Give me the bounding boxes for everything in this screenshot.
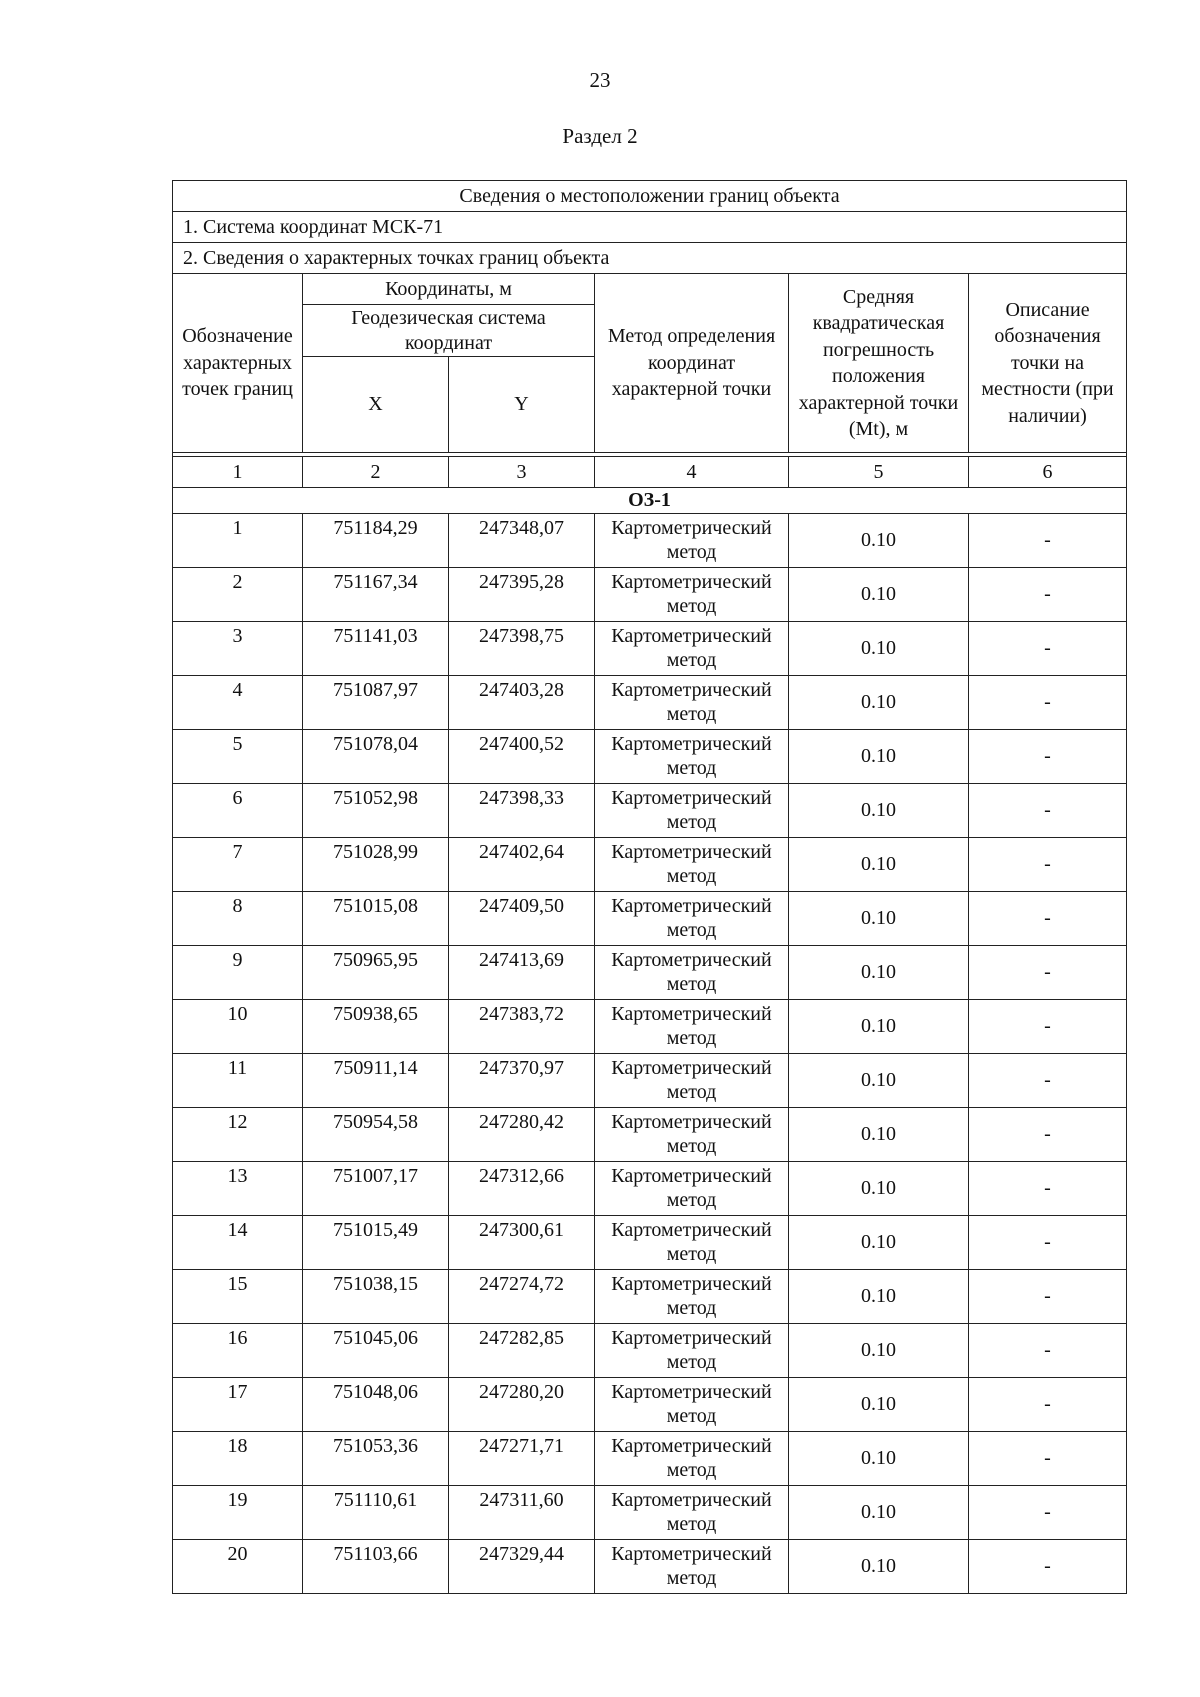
table-row — [173, 946, 1127, 1000]
error-cell: 0.10 — [789, 1000, 969, 1054]
y-coordinate-cell: 247398,75 — [449, 622, 595, 676]
error-cell: 0.10 — [789, 1270, 969, 1324]
page-number: 23 — [589, 68, 611, 92]
method-cell: Картометрический метод — [595, 568, 789, 622]
method-cell: Картометрический метод — [595, 892, 789, 946]
table-title-row — [173, 181, 1127, 212]
point-id-cell: 8 — [173, 892, 303, 946]
table-row — [173, 676, 1127, 730]
points-info-text: 2. Сведения о характерных точках границ объекта — [173, 243, 1127, 274]
point-id-cell: 16 — [173, 1324, 303, 1378]
header-geodetic-system: Геодезическая система координат — [303, 305, 595, 357]
description-cell: - — [969, 1216, 1127, 1270]
method-cell: Картометрический метод — [595, 1108, 789, 1162]
header-row-1 — [173, 274, 1127, 305]
method-cell: Картометрический метод — [595, 1054, 789, 1108]
description-cell: - — [969, 676, 1127, 730]
header-y: Y — [449, 357, 595, 453]
error-cell: 0.10 — [789, 1162, 969, 1216]
table-row — [173, 514, 1127, 568]
error-cell: 0.10 — [789, 1540, 969, 1594]
y-coordinate-cell: 247274,72 — [449, 1270, 595, 1324]
x-coordinate-cell: 751007,17 — [303, 1162, 449, 1216]
y-coordinate-cell: 247409,50 — [449, 892, 595, 946]
error-cell: 0.10 — [789, 892, 969, 946]
description-cell: - — [969, 1324, 1127, 1378]
point-id-cell: 12 — [173, 1108, 303, 1162]
y-coordinate-cell: 247398,33 — [449, 784, 595, 838]
point-id-cell: 20 — [173, 1540, 303, 1594]
table-row — [173, 1378, 1127, 1432]
error-cell: 0.10 — [789, 1324, 969, 1378]
method-cell: Картометрический метод — [595, 1216, 789, 1270]
header-error: Средняя квадратическая погрешность положения характерной точки (Mt), м — [789, 274, 969, 453]
header-x: X — [303, 357, 449, 453]
method-cell: Картометрический метод — [595, 1270, 789, 1324]
method-cell: Картометрический метод — [595, 622, 789, 676]
error-cell: 0.10 — [789, 676, 969, 730]
y-coordinate-cell: 247271,71 — [449, 1432, 595, 1486]
x-coordinate-cell: 751015,49 — [303, 1216, 449, 1270]
description-cell: - — [969, 946, 1127, 1000]
y-coordinate-cell: 247282,85 — [449, 1324, 595, 1378]
table-row — [173, 622, 1127, 676]
method-cell: Картометрический метод — [595, 1324, 789, 1378]
description-cell: - — [969, 1108, 1127, 1162]
description-cell: - — [969, 514, 1127, 568]
x-coordinate-cell: 751028,99 — [303, 838, 449, 892]
column-number: 3 — [449, 457, 595, 488]
table-row — [173, 1324, 1127, 1378]
coord-system-text: 1. Система координат МСК-71 — [173, 212, 1127, 243]
table-row — [173, 1000, 1127, 1054]
x-coordinate-cell: 750954,58 — [303, 1108, 449, 1162]
x-coordinate-cell: 751103,66 — [303, 1540, 449, 1594]
header-description: Описание обозначения точки на местности (при наличии) — [969, 274, 1127, 453]
point-id-cell: 19 — [173, 1486, 303, 1540]
table-row — [173, 730, 1127, 784]
x-coordinate-cell: 751141,03 — [303, 622, 449, 676]
description-cell: - — [969, 730, 1127, 784]
description-cell: - — [969, 1378, 1127, 1432]
error-cell: 0.10 — [789, 568, 969, 622]
point-id-cell: 14 — [173, 1216, 303, 1270]
table-row — [173, 1108, 1127, 1162]
points-info-row — [173, 243, 1127, 274]
table-row — [173, 892, 1127, 946]
x-coordinate-cell: 751053,36 — [303, 1432, 449, 1486]
description-cell: - — [969, 784, 1127, 838]
table-row — [173, 838, 1127, 892]
section-title: Раздел 2 — [562, 124, 638, 148]
method-cell: Картометрический метод — [595, 1432, 789, 1486]
x-coordinate-cell: 751184,29 — [303, 514, 449, 568]
column-number: 2 — [303, 457, 449, 488]
description-cell: - — [969, 1432, 1127, 1486]
error-cell: 0.10 — [789, 514, 969, 568]
method-cell: Картометрический метод — [595, 1378, 789, 1432]
column-number: 4 — [595, 457, 789, 488]
point-id-cell: 13 — [173, 1162, 303, 1216]
table-row — [173, 1270, 1127, 1324]
error-cell: 0.10 — [789, 784, 969, 838]
description-cell: - — [969, 1540, 1127, 1594]
y-coordinate-cell: 247280,20 — [449, 1378, 595, 1432]
point-id-cell: 2 — [173, 568, 303, 622]
method-cell: Картометрический метод — [595, 514, 789, 568]
table-row — [173, 1216, 1127, 1270]
error-cell: 0.10 — [789, 1378, 969, 1432]
coord-system-row — [173, 212, 1127, 243]
table-title: Сведения о местоположении границ объекта — [173, 181, 1127, 212]
table-row — [173, 1162, 1127, 1216]
x-coordinate-cell: 750911,14 — [303, 1054, 449, 1108]
x-coordinate-cell: 751038,15 — [303, 1270, 449, 1324]
description-cell: - — [969, 1270, 1127, 1324]
y-coordinate-cell: 247329,44 — [449, 1540, 595, 1594]
method-cell: Картометрический метод — [595, 1000, 789, 1054]
y-coordinate-cell: 247312,66 — [449, 1162, 595, 1216]
group-row — [173, 488, 1127, 514]
description-cell: - — [969, 1000, 1127, 1054]
y-coordinate-cell: 247395,28 — [449, 568, 595, 622]
header-point-designation: Обозначение характерных точек границ — [173, 274, 303, 453]
x-coordinate-cell: 751087,97 — [303, 676, 449, 730]
column-numbers-row — [173, 457, 1127, 488]
y-coordinate-cell: 247348,07 — [449, 514, 595, 568]
y-coordinate-cell: 247311,60 — [449, 1486, 595, 1540]
header-method: Метод определения координат характерной точки — [595, 274, 789, 453]
y-coordinate-cell: 247300,61 — [449, 1216, 595, 1270]
column-number: 5 — [789, 457, 969, 488]
error-cell: 0.10 — [789, 1216, 969, 1270]
y-coordinate-cell: 247370,97 — [449, 1054, 595, 1108]
y-coordinate-cell: 247402,64 — [449, 838, 595, 892]
method-cell: Картометрический метод — [595, 1162, 789, 1216]
x-coordinate-cell: 750938,65 — [303, 1000, 449, 1054]
point-id-cell: 6 — [173, 784, 303, 838]
point-id-cell: 17 — [173, 1378, 303, 1432]
column-number: 1 — [173, 457, 303, 488]
point-id-cell: 1 — [173, 514, 303, 568]
table-row — [173, 1540, 1127, 1594]
table-row — [173, 568, 1127, 622]
column-number: 6 — [969, 457, 1127, 488]
y-coordinate-cell: 247413,69 — [449, 946, 595, 1000]
x-coordinate-cell: 751045,06 — [303, 1324, 449, 1378]
table-row — [173, 1432, 1127, 1486]
point-id-cell: 10 — [173, 1000, 303, 1054]
y-coordinate-cell: 247403,28 — [449, 676, 595, 730]
table-row — [173, 784, 1127, 838]
x-coordinate-cell: 750965,95 — [303, 946, 449, 1000]
error-cell: 0.10 — [789, 1108, 969, 1162]
point-id-cell: 4 — [173, 676, 303, 730]
x-coordinate-cell: 751078,04 — [303, 730, 449, 784]
point-id-cell: 18 — [173, 1432, 303, 1486]
description-cell: - — [969, 892, 1127, 946]
method-cell: Картометрический метод — [595, 1540, 789, 1594]
method-cell: Картометрический метод — [595, 946, 789, 1000]
error-cell: 0.10 — [789, 1486, 969, 1540]
point-id-cell: 15 — [173, 1270, 303, 1324]
x-coordinate-cell: 751167,34 — [303, 568, 449, 622]
point-id-cell: 7 — [173, 838, 303, 892]
x-coordinate-cell: 751015,08 — [303, 892, 449, 946]
table-row — [173, 1486, 1127, 1540]
x-coordinate-cell: 751110,61 — [303, 1486, 449, 1540]
point-id-cell: 3 — [173, 622, 303, 676]
group-label: ОЗ-1 — [173, 488, 1127, 514]
method-cell: Картометрический метод — [595, 838, 789, 892]
y-coordinate-cell: 247400,52 — [449, 730, 595, 784]
description-cell: - — [969, 568, 1127, 622]
method-cell: Картометрический метод — [595, 1486, 789, 1540]
table-row — [173, 1054, 1127, 1108]
error-cell: 0.10 — [789, 730, 969, 784]
boundary-points-table — [172, 180, 1127, 1594]
header-coordinates: Координаты, м — [303, 274, 595, 305]
x-coordinate-cell: 751048,06 — [303, 1378, 449, 1432]
description-cell: - — [969, 622, 1127, 676]
description-cell: - — [969, 1054, 1127, 1108]
method-cell: Картометрический метод — [595, 784, 789, 838]
description-cell: - — [969, 1162, 1127, 1216]
y-coordinate-cell: 247383,72 — [449, 1000, 595, 1054]
error-cell: 0.10 — [789, 946, 969, 1000]
error-cell: 0.10 — [789, 838, 969, 892]
y-coordinate-cell: 247280,42 — [449, 1108, 595, 1162]
point-id-cell: 5 — [173, 730, 303, 784]
x-coordinate-cell: 751052,98 — [303, 784, 449, 838]
point-id-cell: 11 — [173, 1054, 303, 1108]
error-cell: 0.10 — [789, 622, 969, 676]
error-cell: 0.10 — [789, 1432, 969, 1486]
method-cell: Картометрический метод — [595, 676, 789, 730]
error-cell: 0.10 — [789, 1054, 969, 1108]
point-id-cell: 9 — [173, 946, 303, 1000]
description-cell: - — [969, 1486, 1127, 1540]
description-cell: - — [969, 838, 1127, 892]
method-cell: Картометрический метод — [595, 730, 789, 784]
